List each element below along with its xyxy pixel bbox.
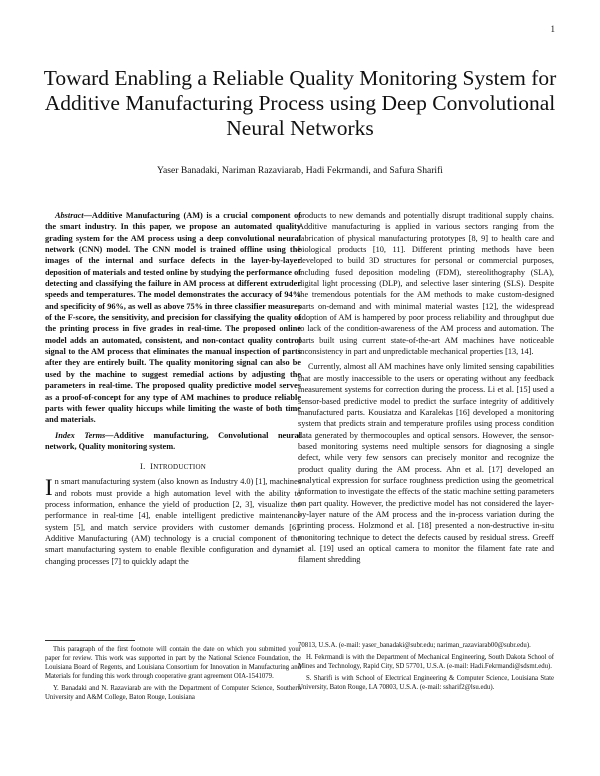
abstract: [45, 210, 301, 426]
footnote-affiliation-3: S. Sharifi is with School of Electrical Engineering & Computer Science, Louisiana State University, Baton Rouge, LA 70803, U.S.A. (e-mail: ssharif2@lsu.edu).: [298, 675, 554, 692]
right-column: [298, 210, 554, 570]
footnotes-left: [45, 640, 301, 706]
page-number: 1: [550, 24, 555, 34]
footnote-rule: [45, 640, 135, 641]
body-paragraph-2: Currently, almost all AM machines have only limited sensing capabilities that are mostly inaccessible to the users or operating without any feedback measurement systems for correction during the process. Li et al. [15] used a sensor-based predictive model to predict the surface integrity of additively manufactured parts. Kousiatza and Karalekas [16] developed a monitoring system that predicts strain and temperature profiles using process condition data generated by thermocouples and optical sensors. However, the sensor-based monitoring systems need multiple sensors for diagnosing a single defect, while very few sensors can precisely monitor and recognize the product quality during the AM process. Ahn et al. [17] developed an analytical expression for surface roughness prediction using the geometrical information to investigate the effects of the static machine setting parameters on part quality. However, the predictive model has not considered the layer-by-layer nature of the AM process and the in-process variation during the printing process. Holzmond et al. [18] presented a non-destructive in-situ monitoring technique to detect the defects caused by residual stress. Greeff et al. [19] used an optical camera to monitor the filament fate rate and filament shredding: [298, 362, 554, 565]
footnote-affiliation-2: H. Fekrmandi is with the Department of Mechanical Engineering, South Dakota School of Mines and Technology, Rapid City, SD 57701, U.S.A. (e-mail: Hadi.Fekrmandi@sdsmt.edu).: [298, 654, 554, 671]
body-paragraph-1: products to new demands and potentially disrupt traditional supply chains. Additive manufacturing is applied in various sectors ranging from the fabrication of physical manufacturing prototypes [8, 9] to health care and biological products [10, 11]. Different printing methods have been developed to build 3D structures for personal or commercial purposes, including fused deposition modeling (FDM), stereolithography (SLA), digital light processing (DLP), and selective laser sintering (SLS). Despite the tremendous potentials for the AM methods to make custom-designed parts on-demand and with minimal material wastes [12], the widespread adoption of AM is hampered by poor process reliability and throughput due to lack of the condition-awareness of the AM process and automation. The parts built using current state-of-the-art AM machines have noticeable inconsistency in part and unpredictable mechanical properties [13, 14].: [298, 211, 554, 357]
section-number: I.: [140, 461, 146, 472]
section-title-initial: I: [150, 461, 154, 472]
section-heading-introduction: [45, 461, 301, 471]
paper-title: Toward Enabling a Reliable Quality Monitoring System for Additive Manufacturing Process using Deep Convolutional Neural Networks: [43, 66, 557, 140]
index-terms-text: Additive manufacturing, Convolutional neural network, Quality monitoring system.: [45, 430, 301, 451]
index-terms: [45, 430, 301, 453]
abstract-label: Abstract—: [55, 211, 92, 220]
footnote-affiliation-1: Y. Banadaki and N. Razaviarab are with the Department of Computer Science, Southern University and A&M College, Baton Rouge, Louisiana: [45, 685, 301, 702]
abstract-text: Additive Manufacturing (AM) is a crucial component of the smart industry. In this paper, we propose an automated quality grading system for the AM process using a deep convolutional neural network (CNN) model. The CNN model is trained offline using the images of the internal and surface defects in the layer-by-layer deposition of materials and tested online by studying the performance of detecting and classifying the failure in AM process at different extruder speeds and temperatures. The model demonstrates the accuracy of 94% and specificity of 96%, as well as above 75% in three classifier measures of the F-score, the sensitivity, and precision for classifying the quality of the printing process in five grades in real-time. The proposed online model adds an automated, consistent, and non-contact quality control signal to the AM process that eliminates the manual inspection of parts after they are entirely built. The quality monitoring signal can also be used by the machine to suggest remedial actions by adjusting the parameters in real-time. The proposed quality predictive model serves as a proof-of-concept for any type of AM machines to produce reliable parts with fewer quality hiccups while limiting the waste of both time and materials.: [45, 211, 301, 425]
intro-paragraph-text: n smart manufacturing system (also known as Industry 4.0) [1], machines and robots must provide a high automation level with the ability to process information, enhance the yield of production [2, 3], visualize the performance in real-time [4], enable intelligent predictive maintenance system [5], and match service providers with customer demands [6]. Additive Manufacturing (AM) technology is a crucial component of the smart manufacturing system to enable flexible configuration and dynamic changing processes [7] to quickly adapt the: [45, 477, 301, 566]
drop-cap: I: [45, 475, 53, 501]
section-title-rest: NTRODUCTION: [153, 463, 206, 472]
footnote-funding: This paragraph of the first footnote will contain the date on which you submitted your paper for review. This work was supported in part by the National Science Foundation, the Louisiana Board of Regents, and Louisiana Consortium for Innovation in Manufacturing and Materials for funding this work through cooperative grant agreement OIA-1541079.: [45, 646, 301, 681]
footnote-emails-1: 70813, U.S.A. (e-mail: yaser_banadaki@subr.edu; nariman_razaviarab00@subr.edu).: [298, 642, 531, 649]
author-list: Yaser Banadaki, Nariman Razaviarab, Hadi Fekrmandi, and Safura Sharifi: [157, 165, 443, 176]
intro-paragraph: [45, 476, 301, 567]
footnotes-right: [298, 641, 554, 695]
index-terms-label: Index Terms—: [55, 430, 114, 440]
left-column: [45, 210, 301, 571]
